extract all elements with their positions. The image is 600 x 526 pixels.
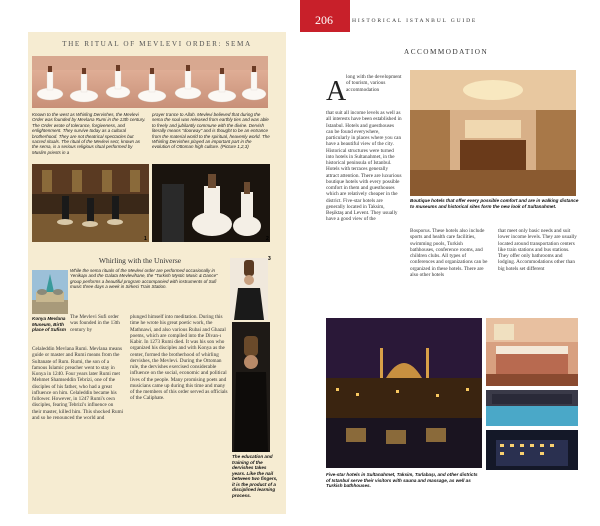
caption-dervish-training: The education and training of the dervishes takes years. Like the nail between two fingers, it is the product of a disciplined learning process. xyxy=(232,454,278,498)
photo-dervish-close xyxy=(152,164,270,242)
caption-top-right: prayer trance to Allah. Mevlevi believed that during the sema the soul was released from earthly ties and was able to freely and jubilantly commune with the divine. Dervish literally means "doorway" and is thought to be an entrance from the material world to the spiritual, heavenly world. The Whirling Dervishes played an important part in the evolution of Ottoman high culture. (Picture 1,2,3) xyxy=(152,112,270,150)
photo-sema-hall xyxy=(32,164,149,242)
body-col1-top: The Mevlevi Sufi order was founded in the 13th century by xyxy=(70,314,120,333)
caption-top-left: Known to the west as Whirling Dervishes, the Mevlevi Order was founded by Mevlana Rumi in the 13th century. The Order wrote of tolerance, forgiveness, and enlightenment. They survive today as a cultural brotherhood. They are not theatrical spectacles but sacred rituals. The ritual of the Mevlevi sect, known as the sema, is a serious religious ritual performed by Muslim priests in a xyxy=(32,112,146,155)
photo-number-3: 3 xyxy=(268,256,271,262)
intro-lines: long with the development of tourism, various accommodation xyxy=(346,74,402,93)
whirl-title: Whirling with the Universe xyxy=(98,256,182,265)
panel-title: THE RITUAL OF MEVLEVI ORDER: SEMA xyxy=(62,40,252,48)
photo-number-2: 2 xyxy=(266,236,269,242)
photo-istanbul-night xyxy=(326,318,482,468)
caption-bottom: Five-star hotels in Sultanahmet, Taksim, Tarlabaşı, and other districts of Istanbul serve their visitors with sauna and massage, as well as Turkish bathhouses. xyxy=(326,472,478,488)
body-right-col1: that suit all income levels as well as all interests have been established in Istanbul. Hotels and guesthouses can be found everywhere, particularly in places where you can have a beautiful view of the city. Historical structures were turned into hotels in Sultanahmet, in the historical peninsula of Istanbul. Hotels with terraces generally attract attention. There are luxurious boutique hotels with every possible comfort in them and guesthouses which are relatively cheaper in the district. Five-star hotels are generally located in Taksim, Beşiktaş and Levent. They usually have a good view of the xyxy=(326,110,402,223)
body-right-col3: that meet only basic needs and suit lower income levels. They are usually located around transportation centers like train stations and bus stations. They offer only bathrooms and lodging. Accommodations other than big hotels set different xyxy=(498,228,577,272)
drop-cap: A xyxy=(326,76,347,107)
photo-whirling-dervishes-wide xyxy=(32,56,268,108)
body-right-col2: Bosporus. These hotels also include sports and health care facilities, swimming pools, Turkish bathhouses, conference rooms, and children clubs. All types of conferences and organizations can be organized in these hotels. There are also other hotels xyxy=(410,228,488,278)
body-col1: Celaleddin Mevlana Rumi. Mevlana means guide or master and Rumi means from the Sultanate of Rum. Rumi, the son of a famous Islamic preacher went to stay in Konya in 1240. Four years later Rumi met Mehmet Shamseddin Tebrizi, one of the disciples of his father, who had a great influence on him. Celaleddin became his follower. However, in 1247 Rumi's own disciples, fearing Tebrizi's influence on their master, killed him. This shocked Rumi and so he renounced the world and xyxy=(32,346,124,421)
caption-lobby: Boutique hotels that offer every possible comfort and are in walking distance to museums and historical sites form the new look of Sultanahmet. xyxy=(410,198,579,209)
body-col2: plunged himself into meditation. During this time he wrote his great poetic work, the Mathnawi, and also various Rubai and Ghazal poems, which are compiled into the Divan-ı Kabir. In 1273 Rumi died. It was his son who organized his disciples and with Konya as the center, formed the brotherhood of whirling dervishes, the Mevlevi. During the Ottoman rule, the dervishes exercised considerable influence on the social, economic and political lives of the people. Many promising poets and musicians came up during this time and many of the members of this order served as officials of the Caliphate. xyxy=(130,314,228,402)
photo-konya-museum xyxy=(32,270,68,314)
photo-dervish-training xyxy=(232,322,270,452)
photo-number-1: 1 xyxy=(144,236,147,242)
caption-mid: While the sema rituals of the Mevlevi order are performed occasionally in Yenikapı and the Galata Mevlevihane, the "Turkish Mystic Music & Dance" group performs a beautiful program accompanied with instruments of Sufi music three days a week in Sirkeci Train Station. xyxy=(70,268,218,290)
photo-hotel-pool xyxy=(486,390,578,426)
photo-dervish-portrait xyxy=(230,258,268,320)
running-title: HISTORICAL ISTANBUL GUIDE xyxy=(352,18,478,24)
photo-hotel-bedroom xyxy=(486,318,578,386)
photo-hotel-lobby xyxy=(410,70,576,196)
photo-hotel-exterior xyxy=(486,430,578,470)
page-number: 206 xyxy=(315,13,333,27)
section-title: ACCOMMODATION xyxy=(404,48,489,56)
caption-konya: Konya Mevlana Museum, Birth place of Sufism xyxy=(32,316,66,332)
